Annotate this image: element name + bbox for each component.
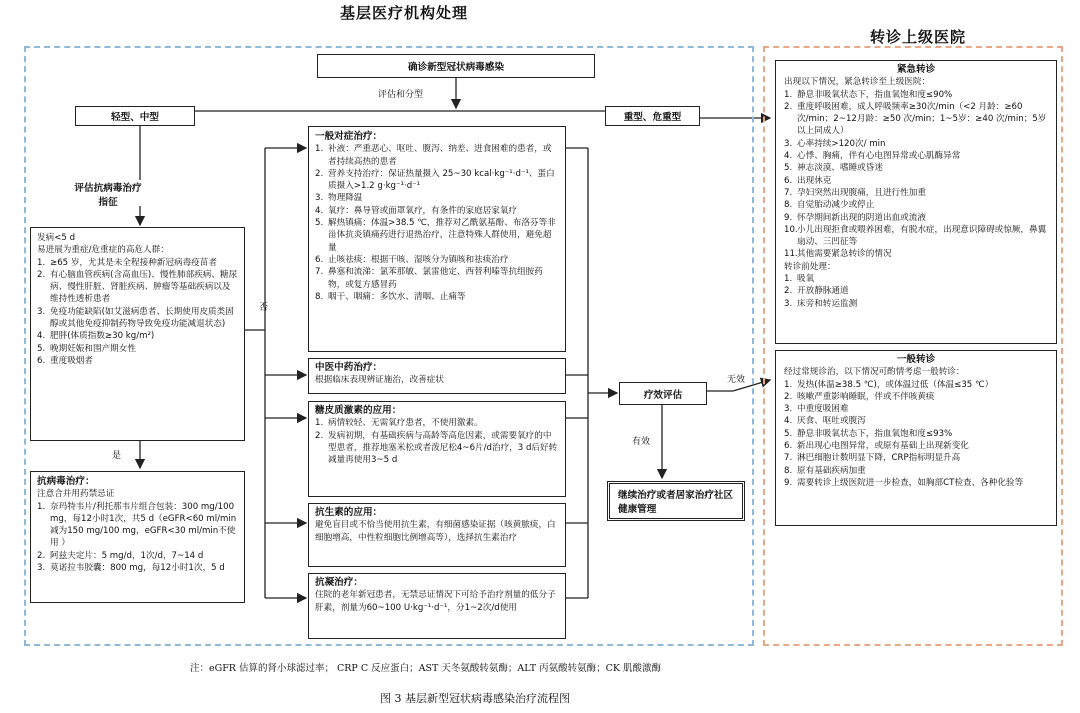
normal-item-number: 2. — [784, 391, 793, 402]
normal-item — [784, 440, 1048, 452]
normal-item — [784, 465, 1048, 477]
emergency-item — [784, 187, 1048, 199]
normal-item-text: 中重度吸困难 — [797, 404, 849, 415]
general-item-text: 鼻塞和流涕：氯苯那敏、氯雷他定、西替利嗪等抗组胺药物，或复方感冒药 — [328, 267, 543, 290]
emergency-item-text: 出现休克 — [797, 175, 832, 186]
risk-item-number: 1. — [37, 257, 46, 268]
emergency-item-text: 心悸、胸痛，伴有心电图异常或心肌酶异常 — [797, 151, 961, 162]
steroid-item-number: 2. — [315, 430, 324, 441]
normal-item-text: 新出现心电图异常，或原有基础上出现新变化 — [797, 441, 969, 452]
emergency-item-number: 4. — [784, 151, 793, 162]
general-item — [315, 254, 559, 266]
emergency-pre-item-text: 床旁和转运监测 — [797, 298, 858, 309]
emergency-item-number: 3. — [784, 138, 793, 149]
emergency-item — [784, 248, 1048, 260]
risk-item — [37, 257, 238, 269]
mild-box: 轻型、中型 — [75, 106, 195, 126]
antiviral-item — [37, 501, 238, 550]
general-item-number: 4. — [315, 205, 324, 216]
general-item — [315, 291, 559, 303]
general-item — [315, 192, 559, 204]
risk-list — [37, 257, 238, 368]
emergency-item-number: 1. — [784, 89, 793, 100]
emergency-pre-list — [784, 273, 1048, 310]
right-region-title: 转诊上级医院 — [870, 28, 967, 46]
emergency-item-number: 11. — [784, 249, 798, 260]
emergency-title: 紧急转诊 — [896, 64, 936, 75]
normal-item-number: 4. — [784, 416, 793, 427]
emergency-item-text: 重度呼吸困难，成人呼吸频率≥30次/min（<2 月龄：≥60 次/min；2~12月龄：≥50 次/min；1~5岁：≥40 次/min；5岁以上同成人） — [797, 101, 1047, 137]
emergency-item-text: 静息非吸氧状态下，指血氧饱和度≤90% — [797, 89, 953, 100]
antiviral-item — [37, 550, 238, 562]
left-region-title: 基层医疗机构处理 — [340, 4, 469, 22]
emergency-item — [784, 212, 1048, 224]
emergency-intro: 出现以下情况，紧急转诊至上级医院： — [784, 77, 931, 88]
normal-intro: 经过常规诊治，以下情况可酌情考虑一般转诊： — [784, 367, 965, 378]
risk-item — [37, 269, 238, 306]
general-item-number: 6. — [315, 254, 324, 265]
normal-list — [784, 379, 1048, 490]
emergency-item-text: 怀孕期间新出现的阴道出血或流液 — [797, 212, 926, 223]
emergency-item — [784, 162, 1048, 174]
steroid-item-number: 1. — [315, 418, 324, 429]
risk-item-number: 2. — [37, 269, 46, 280]
antiviral-item-number: 3. — [37, 563, 46, 574]
general-item-number: 8. — [315, 291, 324, 302]
normal-referral-box — [775, 350, 1057, 526]
emergency-referral-box — [775, 60, 1057, 344]
normal-item-number: 7. — [784, 453, 793, 464]
risk-item — [37, 330, 238, 342]
steroid-box — [308, 401, 566, 497]
emergency-item-number: 6. — [784, 175, 793, 186]
general-item — [315, 217, 559, 254]
risk-item-text: 晚期妊娠和围产期女性 — [50, 343, 136, 354]
general-item-text: 补液：严重恶心、呕吐、腹泻、纳差、进食困难的患者，或者持续高热的患者 — [328, 144, 552, 167]
normal-item — [784, 391, 1048, 403]
normal-item-number: 6. — [784, 441, 793, 452]
effective-label: 有效 — [632, 437, 651, 447]
antiviral-item-text: 奈玛特韦片/利托那韦片组合包装：300 mg/100 mg，每12小时1次，共5 d（eGFR<60 ml/min减为150 mg/100 mg，eGFR<30 ml/min不使用 ） — [50, 501, 237, 549]
normal-item — [784, 379, 1048, 391]
normal-item — [784, 428, 1048, 440]
emergency-item — [784, 150, 1048, 162]
emergency-item — [784, 138, 1048, 150]
anticoag-text: 住院的老年新冠患者，无禁忌证情况下可给予治疗剂量的低分子肝素，剂量为60~100 U·kg⁻¹·d⁻¹，分1~2次/d使用 — [315, 590, 556, 613]
antibiotic-box — [308, 503, 566, 567]
emergency-pre-item-text: 吸氧 — [797, 274, 815, 285]
general-item-text: 止咳祛痰：根据干咳、湿咳分为镇咳和祛痰治疗 — [328, 254, 509, 265]
general-item-number: 2. — [315, 168, 324, 179]
steroid-list — [315, 417, 559, 466]
antibiotic-text: 避免盲目或不恰当使用抗生素，有细菌感染证据（咳黄脓痰，白细胞增高，中性粒细胞比例增高等），选择抗生素治疗 — [315, 520, 556, 543]
general-treatment-box — [308, 126, 566, 352]
ineffective-label: 无效 — [727, 375, 746, 385]
emergency-item-text: 其他需要紧急转诊的情况 — [797, 249, 892, 260]
risk-item-text: 肥胖(体质指数≥30 kg/m²) — [50, 331, 155, 342]
tcm-box — [308, 358, 566, 394]
emergency-item-number: 7. — [784, 187, 793, 198]
risk-item-text: 有心脑血管疾病(含高血压)、慢性肺部疾病、糖尿病、慢性肝脏、肾脏疾病、肿瘤等基础疾病以及维持性透析患者 — [50, 269, 238, 305]
continue-box: 继续治疗或者居家治疗社区健康管理 — [607, 481, 745, 521]
tcm-title: 中医中药治疗： — [315, 362, 383, 373]
risk-box — [30, 227, 245, 441]
antiviral-list — [37, 501, 238, 575]
general-item — [315, 143, 559, 168]
general-item-text: 营养支持治疗：保证热量摄入 25~30 kcal·kg⁻¹·d⁻¹、蛋白质摄入>1.2 g·kg⁻¹·d⁻¹ — [328, 168, 555, 192]
eval-antiviral-label: 评估抗病毒治疗指征 — [74, 183, 142, 208]
risk-item-number: 5. — [37, 343, 46, 354]
normal-item-text: 发热(体温≥38.5 ℃)，或体温过低（体温≤35 ℃） — [797, 379, 994, 390]
normal-item-text: 厌食、呕吐或腹泻 — [797, 416, 866, 427]
general-title: 一般对症治疗： — [315, 131, 383, 142]
emergency-item-number: 8. — [784, 200, 793, 211]
general-item-number: 3. — [315, 193, 324, 204]
severe-box: 重型、危重型 — [605, 106, 700, 126]
footnote: 注：eGFR 估算的肾小球滤过率； CRP C 反应蛋白；AST 天冬氨酸转氨酶；ALT 丙氨酸转氨酶；CK 肌酸激酶 — [190, 663, 661, 674]
emergency-pre-item-text: 开放静脉通道 — [797, 286, 849, 297]
general-item-text: 氧疗：鼻导管或面罩氧疗，有条件的家庭居家氧疗 — [328, 205, 518, 216]
emergency-item-text: 小儿出现拒食或喂养困难，有脱水症，出现意识障碍或惊厥，鼻翼扇动、三凹征等 — [797, 224, 1047, 248]
general-item-number: 1. — [315, 144, 324, 155]
normal-item-text: 静息非吸氧状态下，指血氧饱和度≤93% — [797, 428, 953, 439]
antiviral-item — [37, 562, 238, 574]
emergency-item-text: 心率持续>120次/ min — [797, 138, 886, 149]
emergency-item — [784, 101, 1048, 138]
emergency-pre-item — [784, 285, 1048, 297]
general-list — [315, 143, 559, 303]
normal-item-text: 需要转诊上级医院进一步检查，如胸部CT检查、各种化验等 — [797, 477, 1024, 488]
steroid-title: 糖皮质激素的应用： — [315, 405, 402, 416]
normal-item-number: 8. — [784, 465, 793, 476]
normal-title: 一般转诊 — [896, 354, 936, 365]
emergency-item-number: 5. — [784, 163, 793, 174]
emergency-pre-item-number: 3. — [784, 298, 793, 309]
normal-item-text: 咳嗽严重影响睡眠，伴或不伴咳黄痰 — [797, 391, 935, 402]
efficacy-box: 疗效评估 — [619, 382, 707, 405]
emergency-item — [784, 89, 1048, 101]
emergency-item-number: 10. — [784, 224, 798, 235]
normal-item-number: 1. — [784, 379, 793, 390]
risk-item-text: 免疫功能缺陷(如艾滋病患者、长期使用皮质类固醇或其他免疫抑制药物导致免疫功能减退状态) — [50, 306, 234, 330]
risk-item-text: 重度吸烟者 — [50, 355, 93, 366]
emergency-item-text: 孕妇突然出现腹痛，且进行性加重 — [797, 187, 926, 198]
tcm-text: 根据临床表现辨证施治，改善症状 — [315, 375, 444, 386]
risk-item-text: ≥65 岁，尤其是未全程接种新冠病毒疫苗者 — [50, 257, 217, 268]
emergency-item-number: 9. — [784, 212, 793, 223]
general-item-text: 咽干、咽痛：多饮水、清咽、止痛等 — [328, 291, 466, 302]
steroid-item-text: 病情较轻、无需氧疗患者，不使用激素。 — [328, 418, 483, 429]
normal-item-text: 淋巴细胞计数明显下降，CRP指标明显升高 — [797, 453, 961, 464]
general-item — [315, 205, 559, 217]
general-item-number: 7. — [315, 267, 324, 278]
anticoag-box — [308, 573, 566, 639]
antiviral-sub: 注意合并用药禁忌证 — [37, 489, 115, 500]
emergency-pre-item — [784, 298, 1048, 310]
steroid-item — [315, 430, 559, 467]
risk-item — [37, 343, 238, 355]
normal-item-number: 5. — [784, 428, 793, 439]
emergency-item-number: 2. — [784, 101, 793, 112]
emergency-item-text: 神志淡漠、嗜睡或昏迷 — [797, 163, 883, 174]
steroid-item — [315, 417, 559, 429]
risk-item — [37, 355, 238, 367]
figure-caption: 图 3 基层新型冠状病毒感染治疗流程图 — [380, 692, 570, 705]
general-item-text: 解热镇痛：体温>38.5 ℃，推荐对乙酰氨基酚、布洛芬等非甾体抗炎镇痛药进行退热治疗，注意特殊人群使用，避免超量 — [328, 218, 556, 253]
anticoag-title: 抗凝治疗： — [315, 577, 363, 588]
normal-item-number: 3. — [784, 404, 793, 415]
antiviral-item-number: 2. — [37, 550, 46, 561]
antiviral-item-number: 1. — [37, 501, 46, 512]
normal-item — [784, 452, 1048, 464]
normal-item — [784, 477, 1048, 489]
emergency-item — [784, 224, 1048, 249]
general-item — [315, 168, 559, 193]
antiviral-item-text: 阿兹夫定片：5 mg/d，1次/d，7~14 d — [50, 550, 204, 561]
emergency-item — [784, 175, 1048, 187]
emergency-pre: 转诊前处理： — [784, 261, 836, 272]
risk-item — [37, 306, 238, 331]
emergency-pre-item-number: 2. — [784, 286, 793, 297]
risk-item-number: 4. — [37, 331, 46, 342]
risk-item-number: 6. — [37, 355, 46, 366]
emergency-item-text: 自觉胎动减少或停止 — [797, 200, 875, 211]
antiviral-title: 抗病毒治疗： — [37, 476, 95, 487]
yes-label: 是 — [112, 451, 122, 461]
assess-label: 评估和分型 — [378, 90, 424, 100]
emergency-list — [784, 89, 1048, 261]
normal-item — [784, 415, 1048, 427]
antiviral-box — [30, 471, 245, 603]
antibiotic-title: 抗生素的应用： — [315, 507, 383, 518]
emergency-pre-item — [784, 273, 1048, 285]
risk-line1: 发病<5 d — [37, 233, 76, 243]
emergency-pre-item-number: 1. — [784, 274, 793, 285]
emergency-item — [784, 199, 1048, 211]
steroid-item-text: 发病初期，有基础疾病与高龄等高危因素，或需要氧疗的中型患者，推荐地塞米松或者泼尼松4~6片/d治疗，3 d后好转减量再使用3~5 d — [328, 430, 558, 466]
normal-item-text: 原有基础疾病加重 — [797, 465, 866, 476]
antiviral-item-text: 莫诺拉韦胶囊：800 mg，每12小时1次，5 d — [50, 563, 225, 574]
general-item — [315, 266, 559, 291]
general-item-text: 物理降温 — [328, 193, 363, 204]
confirm-box: 确诊新型冠状病毒感染 — [317, 54, 595, 78]
no-label: 否 — [259, 303, 269, 313]
risk-item-number: 3. — [37, 306, 46, 317]
normal-item-number: 9. — [784, 477, 793, 488]
risk-line2: 易进展为重症/危重症的高危人群： — [37, 245, 169, 256]
normal-item — [784, 403, 1048, 415]
general-item-number: 5. — [315, 218, 324, 229]
